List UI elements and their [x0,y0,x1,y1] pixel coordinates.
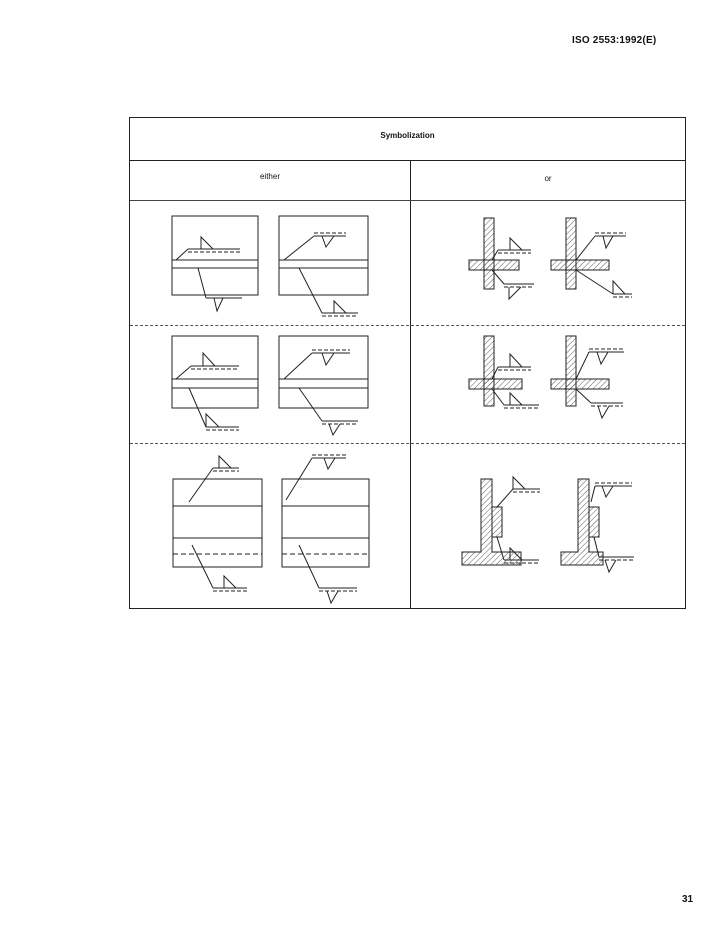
row3-or-drawing-a [462,477,540,565]
table-title: Symbolization [130,118,685,161]
row2-or-drawing-a [469,336,539,408]
standard-header: ISO 2553:1992(E) [572,35,657,46]
row2-or-drawing-b [551,336,624,418]
row1-either-drawing-b [279,216,368,316]
page-number: 31 [682,894,694,905]
row2-either-drawing-a [172,336,258,430]
row3-or-drawing-b [561,479,634,572]
row2-either-drawing-b [279,336,368,435]
row3-either-drawing-a [173,456,262,591]
column-header-or: or [544,174,552,183]
row1-or-drawing-b [551,218,632,297]
row3-either-drawing-b [282,455,369,603]
weld-symbol-drawings [129,117,686,609]
row1-or-drawing-a [469,218,534,299]
row1-either-drawing-a [172,216,258,311]
column-header-either: either [259,172,280,181]
